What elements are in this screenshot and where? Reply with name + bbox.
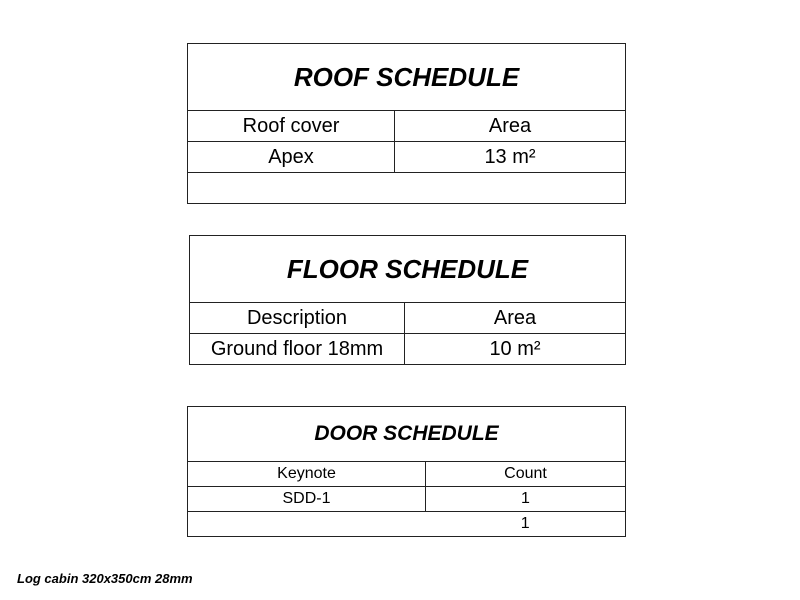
column-header-area: Area: [395, 111, 626, 142]
floor-schedule-title: FLOOR SCHEDULE: [190, 236, 626, 303]
table-header-row: [190, 303, 626, 334]
table-header-row: [188, 111, 626, 142]
roof-schedule-title: ROOF SCHEDULE: [188, 44, 626, 111]
column-header-keynote: Keynote: [188, 462, 426, 487]
drawing-caption: Log cabin 320x350cm 28mm: [17, 571, 193, 586]
cell-description: Ground floor 18mm: [190, 334, 405, 365]
table-header-row: [188, 462, 626, 487]
door-schedule-title: DOOR SCHEDULE: [188, 407, 626, 462]
table-row: [188, 142, 626, 173]
total-count-cell: 1: [426, 512, 626, 537]
total-blank-cell: [188, 512, 426, 537]
empty-row: [188, 173, 626, 204]
total-row: [188, 512, 626, 537]
cell-area: 10 m²: [405, 334, 626, 365]
door-schedule-table: [187, 406, 626, 537]
cell-count: 1: [426, 487, 626, 512]
cell-keynote: SDD-1: [188, 487, 426, 512]
table-row: [188, 487, 626, 512]
empty-cell: [188, 173, 626, 204]
cell-area: 13 m²: [395, 142, 626, 173]
column-header-description: Description: [190, 303, 405, 334]
column-header-count: Count: [426, 462, 626, 487]
column-header-roof-cover: Roof cover: [188, 111, 395, 142]
floor-schedule-table: [189, 235, 626, 365]
roof-schedule-table: [187, 43, 626, 204]
table-row: [190, 334, 626, 365]
cell-roof-cover: Apex: [188, 142, 395, 173]
column-header-area: Area: [405, 303, 626, 334]
